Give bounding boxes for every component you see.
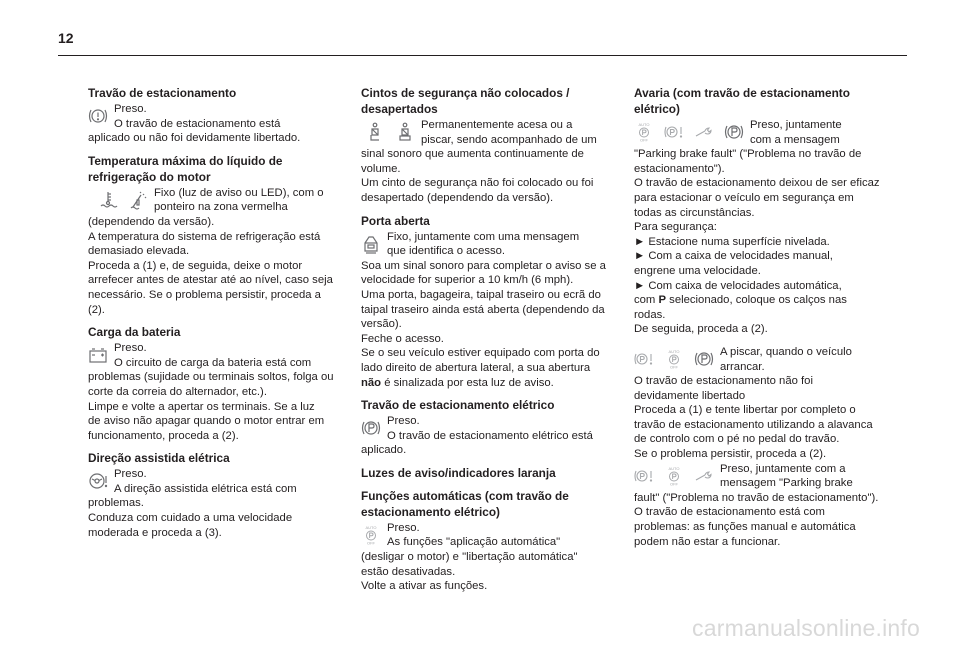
parking-fault-icon <box>634 349 654 369</box>
text-line: problemas (sujidade ou terminais soltos, folga ou <box>88 371 334 384</box>
text-line: podem não estar a funcionar. <box>634 535 781 548</box>
text-line: Limpe e volte a apertar os terminais. Se a luz <box>88 400 315 413</box>
auto-off-icon <box>664 466 684 486</box>
section-title-line: elétrico) <box>634 102 680 116</box>
text-line: Preso, juntamente <box>750 119 842 131</box>
icon-group <box>634 463 714 489</box>
text-line: funcionamento, proceda a (2). <box>88 429 239 442</box>
text-line: sinal sonoro que aumenta continuamente de <box>361 148 584 161</box>
text-line: (dependendo da versão). <box>88 215 215 228</box>
text-line: Se o seu veículo estiver equipado com porta do <box>361 347 600 360</box>
section-parking-brake-fault <box>634 86 892 337</box>
svg-text:AUTO: AUTO <box>668 465 680 471</box>
emphasis-text: P <box>658 294 667 307</box>
bullet-item: ► Com caixa de velocidades automática, <box>634 279 842 292</box>
text-line: velocidade for superior a 10 km/h (6 mph). <box>361 274 574 287</box>
parking-fault-icon <box>664 122 684 142</box>
section-auto-functions <box>361 489 617 594</box>
text-line: de controlo com o pé no pedal do travão. <box>634 433 840 446</box>
coolant-temperature-icon <box>98 190 118 210</box>
section-power-steering <box>88 451 326 540</box>
text-line: estão desativadas. <box>361 565 456 578</box>
text-fragment: é sinalizada por esta luz de aviso. <box>381 376 554 389</box>
icon-group <box>634 119 744 145</box>
text-line: volume. <box>361 162 401 175</box>
text-line: Permanentemente acesa ou a <box>421 119 573 131</box>
text-line: Preso. <box>114 103 147 115</box>
text-line: O travão de estacionamento não foi <box>634 375 813 388</box>
text-line: O travão de estacionamento está <box>114 117 281 130</box>
text-line: para estacionar o veículo em segurança em <box>634 191 854 204</box>
text-line: A direção assistida elétrica está com <box>114 482 297 495</box>
icon-group <box>88 468 108 494</box>
parking-fault-icon <box>634 466 654 486</box>
text-line: Preso. <box>114 342 147 355</box>
auto-off-icon <box>361 525 381 545</box>
svg-text:AUTO: AUTO <box>668 348 680 354</box>
text-line: O travão de estacionamento deixou de ser eficaz <box>634 177 880 190</box>
door-open-icon <box>361 234 381 254</box>
text-fragment: selecionado, coloque os calços nas <box>666 294 847 307</box>
text-line: De seguida, proceda a (2). <box>634 323 768 336</box>
svg-text:AUTO: AUTO <box>638 122 650 127</box>
section-title-line: estacionamento elétrico) <box>361 504 500 519</box>
text-line: piscar, sendo acompanhado de um <box>421 133 597 146</box>
section-brake-fault-message <box>634 462 892 550</box>
electric-parking-brake-icon <box>694 349 714 369</box>
text-line: A piscar, quando o veículo <box>720 345 852 358</box>
text-line: fault" ("Problema no travão de estacionamento"). <box>634 491 879 504</box>
text-line: aplicado ou não foi devidamente libertado. <box>88 132 301 145</box>
text-line: estacionamento"). <box>634 162 725 175</box>
section-battery <box>88 325 334 443</box>
section-coolant <box>88 153 333 317</box>
icon-group <box>361 415 381 441</box>
text-line: Preso. <box>387 521 420 534</box>
icon-group <box>361 522 381 548</box>
text-line: "Parking brake fault" ("Problema no travão de <box>634 148 862 161</box>
text-line: corte da correia do alternador, etc.). <box>88 385 267 398</box>
text-line: mensagem "Parking brake <box>720 477 853 490</box>
svg-text:OFF: OFF <box>640 137 648 142</box>
text-line: arrefecer antes de atestar até ao nível, caso seja <box>88 274 333 287</box>
section-orange-warnings <box>361 466 617 481</box>
icon-group <box>88 103 108 129</box>
text-line: Preso. <box>114 468 147 481</box>
text-line: Uma porta, bagageira, taipal traseiro ou ecrã do <box>361 288 601 301</box>
text-line: ponteiro na zona vermelha <box>154 201 288 214</box>
svg-text:AUTO: AUTO <box>365 524 377 530</box>
text-line: Volte a ativar as funções. <box>361 580 488 593</box>
text-line: Fixo (luz de aviso ou LED), com o <box>154 186 324 199</box>
text-line: travão de estacionamento utilizando a alavanca <box>634 418 873 431</box>
section-door-open <box>361 214 617 391</box>
svg-text:OFF: OFF <box>670 364 678 369</box>
text-line: taipal traseiro ainda está aberta (dependendo da <box>361 303 605 316</box>
text-line: Proceda a (1) e, de seguida, deixe o motor <box>88 259 303 272</box>
icon-group <box>98 187 148 213</box>
text-line: Preso. <box>387 415 420 428</box>
text-line: (2). <box>88 303 105 316</box>
text-line: versão). <box>361 318 402 331</box>
text-line <box>634 293 892 308</box>
wrench-icon <box>694 122 714 142</box>
header-rule <box>58 55 907 56</box>
bullet-item: ► Com a caixa de velocidades manual, <box>634 250 833 263</box>
section-title-line: Funções automáticas (com travão de <box>361 488 569 503</box>
svg-text:OFF: OFF <box>670 481 678 486</box>
section-title-line: refrigeração do motor <box>88 169 211 184</box>
text-line <box>361 376 617 391</box>
section-title: Porta aberta <box>361 213 430 228</box>
power-steering-icon <box>88 471 108 491</box>
text-line: devidamente libertado <box>634 389 746 402</box>
section-flashing-brake <box>634 345 892 462</box>
text-line: Proceda a (1) e tente libertar por completo o <box>634 404 856 417</box>
text-line: As funções "aplicação automática" <box>387 536 561 549</box>
bullet-item: ► Estacione numa superfície nivelada. <box>634 235 830 248</box>
watermark: carmanualsonline.info <box>692 615 920 641</box>
text-line: Fixo, juntamente com uma mensagem <box>387 230 580 243</box>
text-line: O travão de estacionamento elétrico está <box>387 429 593 442</box>
section-parking-brake <box>88 86 326 146</box>
text-line: desapertado (dependendo da versão). <box>361 191 554 204</box>
text-line: necessário. Se o problema persistir, proceda a <box>88 288 321 301</box>
text-line: moderada e proceda a (3). <box>88 526 222 539</box>
section-title-line: Cintos de segurança não colocados / <box>361 86 570 100</box>
text-line: com a mensagem <box>750 133 840 146</box>
icon-group <box>365 119 415 145</box>
text-line: Soa um sinal sonoro para completar o aviso se a <box>361 259 606 272</box>
text-line: problemas: as funções manual e automática <box>634 521 856 534</box>
section-electric-parking-brake <box>361 398 617 458</box>
column-1 <box>88 86 334 548</box>
text-line: todas as circunstâncias. <box>634 206 755 219</box>
text-line: Um cinto de segurança não foi colocado ou foi <box>361 177 594 190</box>
text-line: lado direito de abertura lateral, a sua abertura <box>361 361 591 374</box>
text-fragment: com <box>634 294 659 307</box>
emphasis-text: não <box>361 376 382 389</box>
text-line: que identifica o acesso. <box>387 245 506 258</box>
section-title-line: Temperatura máxima do líquido de <box>88 153 283 168</box>
text-line: Feche o acesso. <box>361 332 444 345</box>
text-line: A temperatura do sistema de refrigeração está <box>88 230 321 243</box>
text-line: O travão de estacionamento está com <box>634 506 825 519</box>
text-line: rodas. <box>634 308 666 321</box>
section-title: Direção assistida elétrica <box>88 451 230 466</box>
text-line: Para segurança: <box>634 221 717 234</box>
brake-warning-icon <box>88 106 108 126</box>
icon-group <box>88 342 108 368</box>
column-2 <box>361 86 617 602</box>
text-line: engrene uma velocidade. <box>634 264 761 277</box>
seatbelt-rear-icon <box>395 122 415 142</box>
text-line: demasiado elevada. <box>88 245 190 258</box>
text-line: de aviso não apagar quando o motor entrar em <box>88 415 325 428</box>
page-number: 12 <box>58 30 74 46</box>
column-3 <box>634 86 892 557</box>
text-line: Conduza com cuidado a uma velocidade <box>88 512 293 525</box>
coolant-gauge-icon <box>128 190 148 210</box>
section-title: Travão de estacionamento elétrico <box>361 398 555 413</box>
text-line: problemas. <box>88 497 144 510</box>
electric-parking-brake-icon <box>724 122 744 142</box>
text-line: aplicado. <box>361 444 407 457</box>
seatbelt-front-icon <box>365 122 385 142</box>
icon-group <box>634 346 714 372</box>
text-line: Preso, juntamente com a <box>720 462 846 475</box>
text-line: (desligar o motor) e "libertação automática" <box>361 551 578 564</box>
wrench-icon <box>694 466 714 486</box>
section-title-line: desapertados <box>361 102 438 116</box>
section-title-line: Avaria (com travão de estacionamento <box>634 86 850 100</box>
electric-parking-brake-icon <box>361 418 381 438</box>
text-line: arrancar. <box>720 360 765 373</box>
auto-off-icon <box>664 349 684 369</box>
text-line: O circuito de carga da bateria está com <box>114 356 312 369</box>
section-title: Luzes de aviso/indicadores laranja <box>361 465 556 480</box>
svg-text:OFF: OFF <box>367 540 375 545</box>
text-line: Se o problema persistir, proceda a (2). <box>634 448 827 461</box>
section-title: Carga da bateria <box>88 325 181 340</box>
icon-group <box>361 231 381 257</box>
section-title: Travão de estacionamento <box>88 86 237 100</box>
auto-off-icon <box>634 122 654 142</box>
section-seatbelts <box>361 86 617 206</box>
battery-icon <box>88 345 108 365</box>
